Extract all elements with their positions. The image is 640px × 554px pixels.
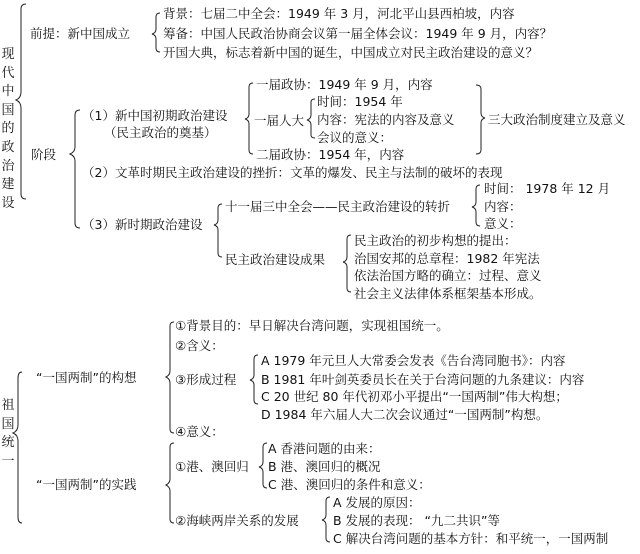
achievement-item: 民主政治的初步构想的提出： xyxy=(354,233,517,248)
cultural-revolution-item: （2）文革时期民主政治建设的挫折：文革的爆发、民主与法制的破坏的表现 xyxy=(82,165,503,180)
section2-title-char: 祖 xyxy=(1,398,15,413)
concept-background: ①背景目的：早日解决台湾问题，实现祖国统一。 xyxy=(175,318,449,333)
formation-label: ③形成过程 xyxy=(175,372,237,387)
third-plenum-item: 十一届三中全会——民主政治建设的转折 xyxy=(225,199,451,214)
section1-title-char: 现 xyxy=(1,47,15,62)
section1-title-char: 国 xyxy=(1,102,15,118)
formation-item-a: A 1979 年元旦人大常委会发表《告台湾同胞书》：内容 xyxy=(261,353,566,368)
concept-significance: ④意义： xyxy=(175,424,224,439)
section2-title xyxy=(0,397,16,471)
section1-title-char: 中 xyxy=(1,84,15,100)
premise-item-ceremony: 开国大典，标志着新中国的诞生，中国成立对民主政治建设的意义？ xyxy=(163,45,539,60)
brace-result xyxy=(476,85,485,154)
plenum-item-significance: 意义： xyxy=(484,216,522,231)
brace-npc xyxy=(307,99,315,138)
brace-stage xyxy=(70,110,80,228)
cross-strait-label: ②海峡两岸关系的发展 xyxy=(175,513,299,528)
cppcc2-item: 二届政协：1954 年，内容 xyxy=(256,147,405,162)
hk-macau-label: ①港、澳回归 xyxy=(175,459,249,474)
concept-label: “一国两制”的构想 xyxy=(36,370,137,385)
section1-title-char: 治 xyxy=(1,158,15,174)
section1-title xyxy=(0,46,16,213)
premise-item-preparation: 筹备：中国人民政治协商会议第一届全体会议：1949 年 9 月，内容？ xyxy=(163,26,553,41)
premise-item-background: 背景：七届二中全会：1949 年 3 月，河北平山县西柏坡，内容 xyxy=(163,6,515,21)
brace-early xyxy=(245,83,253,154)
brace-plenum xyxy=(472,185,480,226)
brace-concept xyxy=(166,322,174,433)
brace-cross-strait xyxy=(322,497,330,542)
three-systems-result: 三大政治制度建立及意义 xyxy=(488,112,626,127)
section1-title-char: 建 xyxy=(1,177,15,193)
practice-label: “一国两制”的实践 xyxy=(36,477,137,492)
achievement-item: 依法治国方略的确立：过程、意义 xyxy=(354,268,542,283)
concept-meaning: ②含义： xyxy=(175,338,224,353)
cross-strait-item-a: A 发展的原因： xyxy=(333,495,421,510)
achievement-item: 社会主义法律体系框架基本形成。 xyxy=(354,286,542,301)
formation-item-d: D 1984 年六届人大二次会议通过“一国两制”构想。 xyxy=(261,407,549,422)
formation-item-c: C 20 世纪 80 年代初邓小平提出“一国两制”伟大构想； xyxy=(261,389,568,404)
plenum-item-time: 时间： 1978 年 12 月 xyxy=(484,181,611,196)
hk-macau-item-a: A 香港问题的由来： xyxy=(268,441,381,456)
early-period-sub: （民主政治的奠基） xyxy=(104,125,217,140)
section1-title-char: 代 xyxy=(1,65,15,81)
cross-strait-item-b: B 发展的表现： “九二共识”等 xyxy=(333,513,500,528)
brace-premise xyxy=(152,13,160,52)
section1-title-char: 政 xyxy=(1,139,15,155)
achievements-label: 民主政治建设成果 xyxy=(225,252,326,267)
brace-achievements xyxy=(343,235,351,292)
npc-item-significance: 会议的意义： xyxy=(317,130,393,145)
brace-section1 xyxy=(16,4,26,199)
brace-hk-macau xyxy=(259,443,267,488)
section2-title-char: 国 xyxy=(1,416,15,432)
npc-label: 一届人大 xyxy=(254,113,305,128)
hk-macau-item-b: B 港、澳回归的概况 xyxy=(268,459,381,474)
section1-title-char: 的 xyxy=(1,121,15,137)
premise-label: 前提：新中国成立 xyxy=(30,26,131,41)
brace-formation xyxy=(250,355,258,404)
cross-strait-item-c: C 解决台湾问题的基本方针：和平统一，一国两制 xyxy=(333,531,609,546)
formation-item-b: B 1981 年叶剑英委员长在关于台湾问题的九条建议：内容 xyxy=(261,372,585,387)
new-era-label: （3）新时期政治建设 xyxy=(82,217,203,232)
section2-title-char: 一 xyxy=(1,453,15,469)
stage-label: 阶段 xyxy=(31,147,57,162)
npc-item-time: 时间：1954 年 xyxy=(317,94,403,109)
npc-item-content: 内容：宪法的内容及意义 xyxy=(317,112,455,127)
section1-title-char: 设 xyxy=(1,195,15,211)
brace-new-era xyxy=(214,204,222,257)
early-period-label: （1）新中国初期政治建设 xyxy=(82,108,228,123)
cppcc1-item: 一届政协：1949 年 9 月，内容 xyxy=(256,77,433,92)
achievement-item: 治国安邦的总章程：1982 年宪法 xyxy=(354,251,540,266)
brace-practice xyxy=(166,443,174,523)
hk-macau-item-c: C 港、澳回归的条件和意义： xyxy=(268,477,431,492)
plenum-item-content: 内容： xyxy=(484,199,522,214)
section2-title-char: 统 xyxy=(1,435,15,451)
